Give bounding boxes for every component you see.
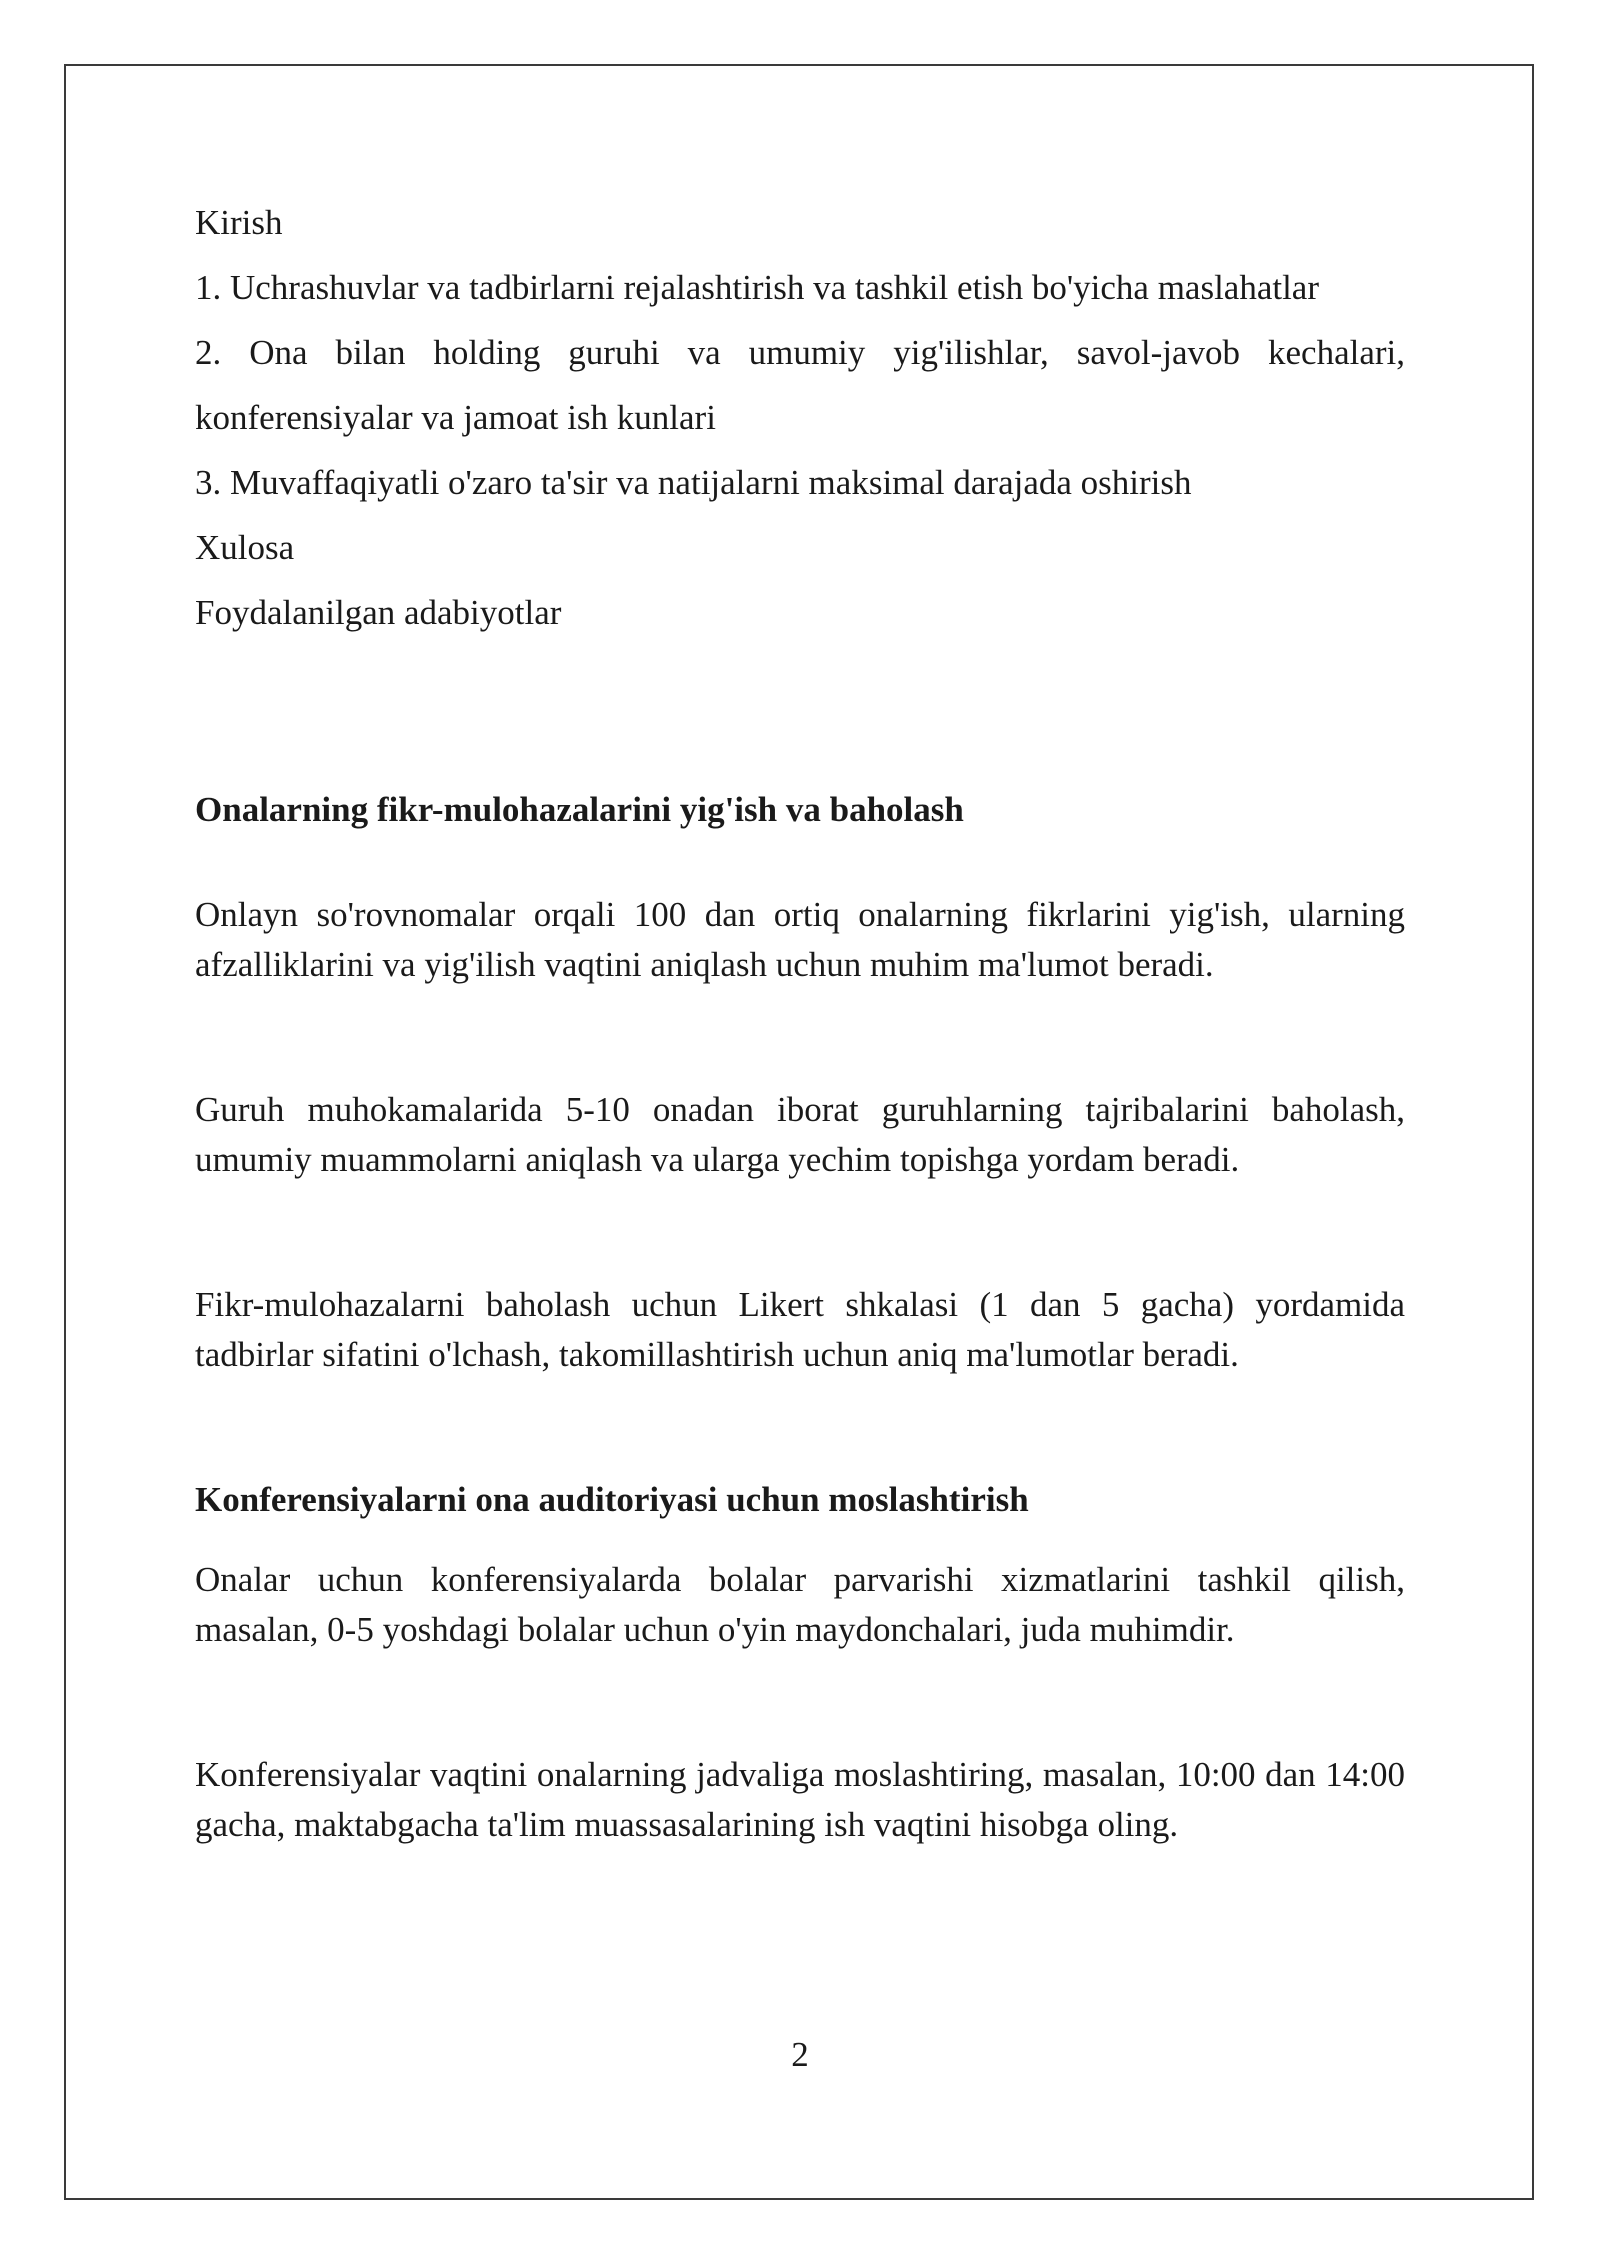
paragraph-group-discussions: Guruh muhokamalarida 5-10 onadan iborat guruhlarning tajribalarini baholash, umumiy muammolarni aniqlash va ularga yechim topishga yordam beradi. bbox=[195, 1090, 1405, 1179]
toc-item-2-line-2: konferensiyalar va jamoat ish kunlari bbox=[195, 398, 716, 437]
toc-item-3: 3. Muvaffaqiyatli o'zaro ta'sir va natijalarni maksimal darajada oshirish bbox=[195, 463, 1192, 502]
toc-references: Foydalanilgan adabiyotlar bbox=[195, 593, 562, 632]
section-heading-feedback: Onalarning fikr-mulohazalarini yig'ish va baholash bbox=[195, 790, 964, 829]
page-number: 2 bbox=[791, 2035, 809, 2074]
paragraph-online-surveys: Onlayn so'rovnomalar orqali 100 dan ortiq onalarning fikrlarini yig'ish, ularning afzalliklarini va yig'ilish vaqtini aniqlash uchun muhim ma'lumot beradi. bbox=[195, 895, 1405, 984]
paragraph-schedule: Konferensiyalar vaqtini onalarning jadvaliga moslashtiring, masalan, 10:00 dan 14:00 gacha, maktabgacha ta'lim muassasalarining ish vaqtini hisobga oling. bbox=[195, 1755, 1405, 1844]
table-of-contents bbox=[195, 190, 1405, 645]
toc-intro: Kirish bbox=[195, 203, 283, 242]
toc-item-1: 1. Uchrashuvlar va tadbirlarni rejalashtirish va tashkil etish bo'yicha maslahatlar bbox=[195, 268, 1319, 307]
page-content bbox=[195, 190, 1405, 1850]
toc-conclusion: Xulosa bbox=[195, 528, 295, 567]
toc-item-2-line-1: 2. Ona bilan holding guruhi va umumiy yig'ilishlar, savol-javob kechalari, bbox=[195, 333, 1405, 372]
paragraph-childcare: Onalar uchun konferensiyalarda bolalar parvarishi xizmatlarini tashkil qilish, masalan, 0-5 yoshdagi bolalar uchun o'yin maydonchalari, juda muhimdir. bbox=[195, 1560, 1405, 1649]
paragraph-likert-scale: Fikr-mulohazalarni baholash uchun Likert shkalasi (1 dan 5 gacha) yordamida tadbirlar sifatini o'lchash, takomillashtirish uchun aniq ma'lumotlar beradi. bbox=[195, 1285, 1405, 1374]
section-heading-conferences: Konferensiyalarni ona auditoriyasi uchun moslashtirish bbox=[195, 1480, 1029, 1519]
